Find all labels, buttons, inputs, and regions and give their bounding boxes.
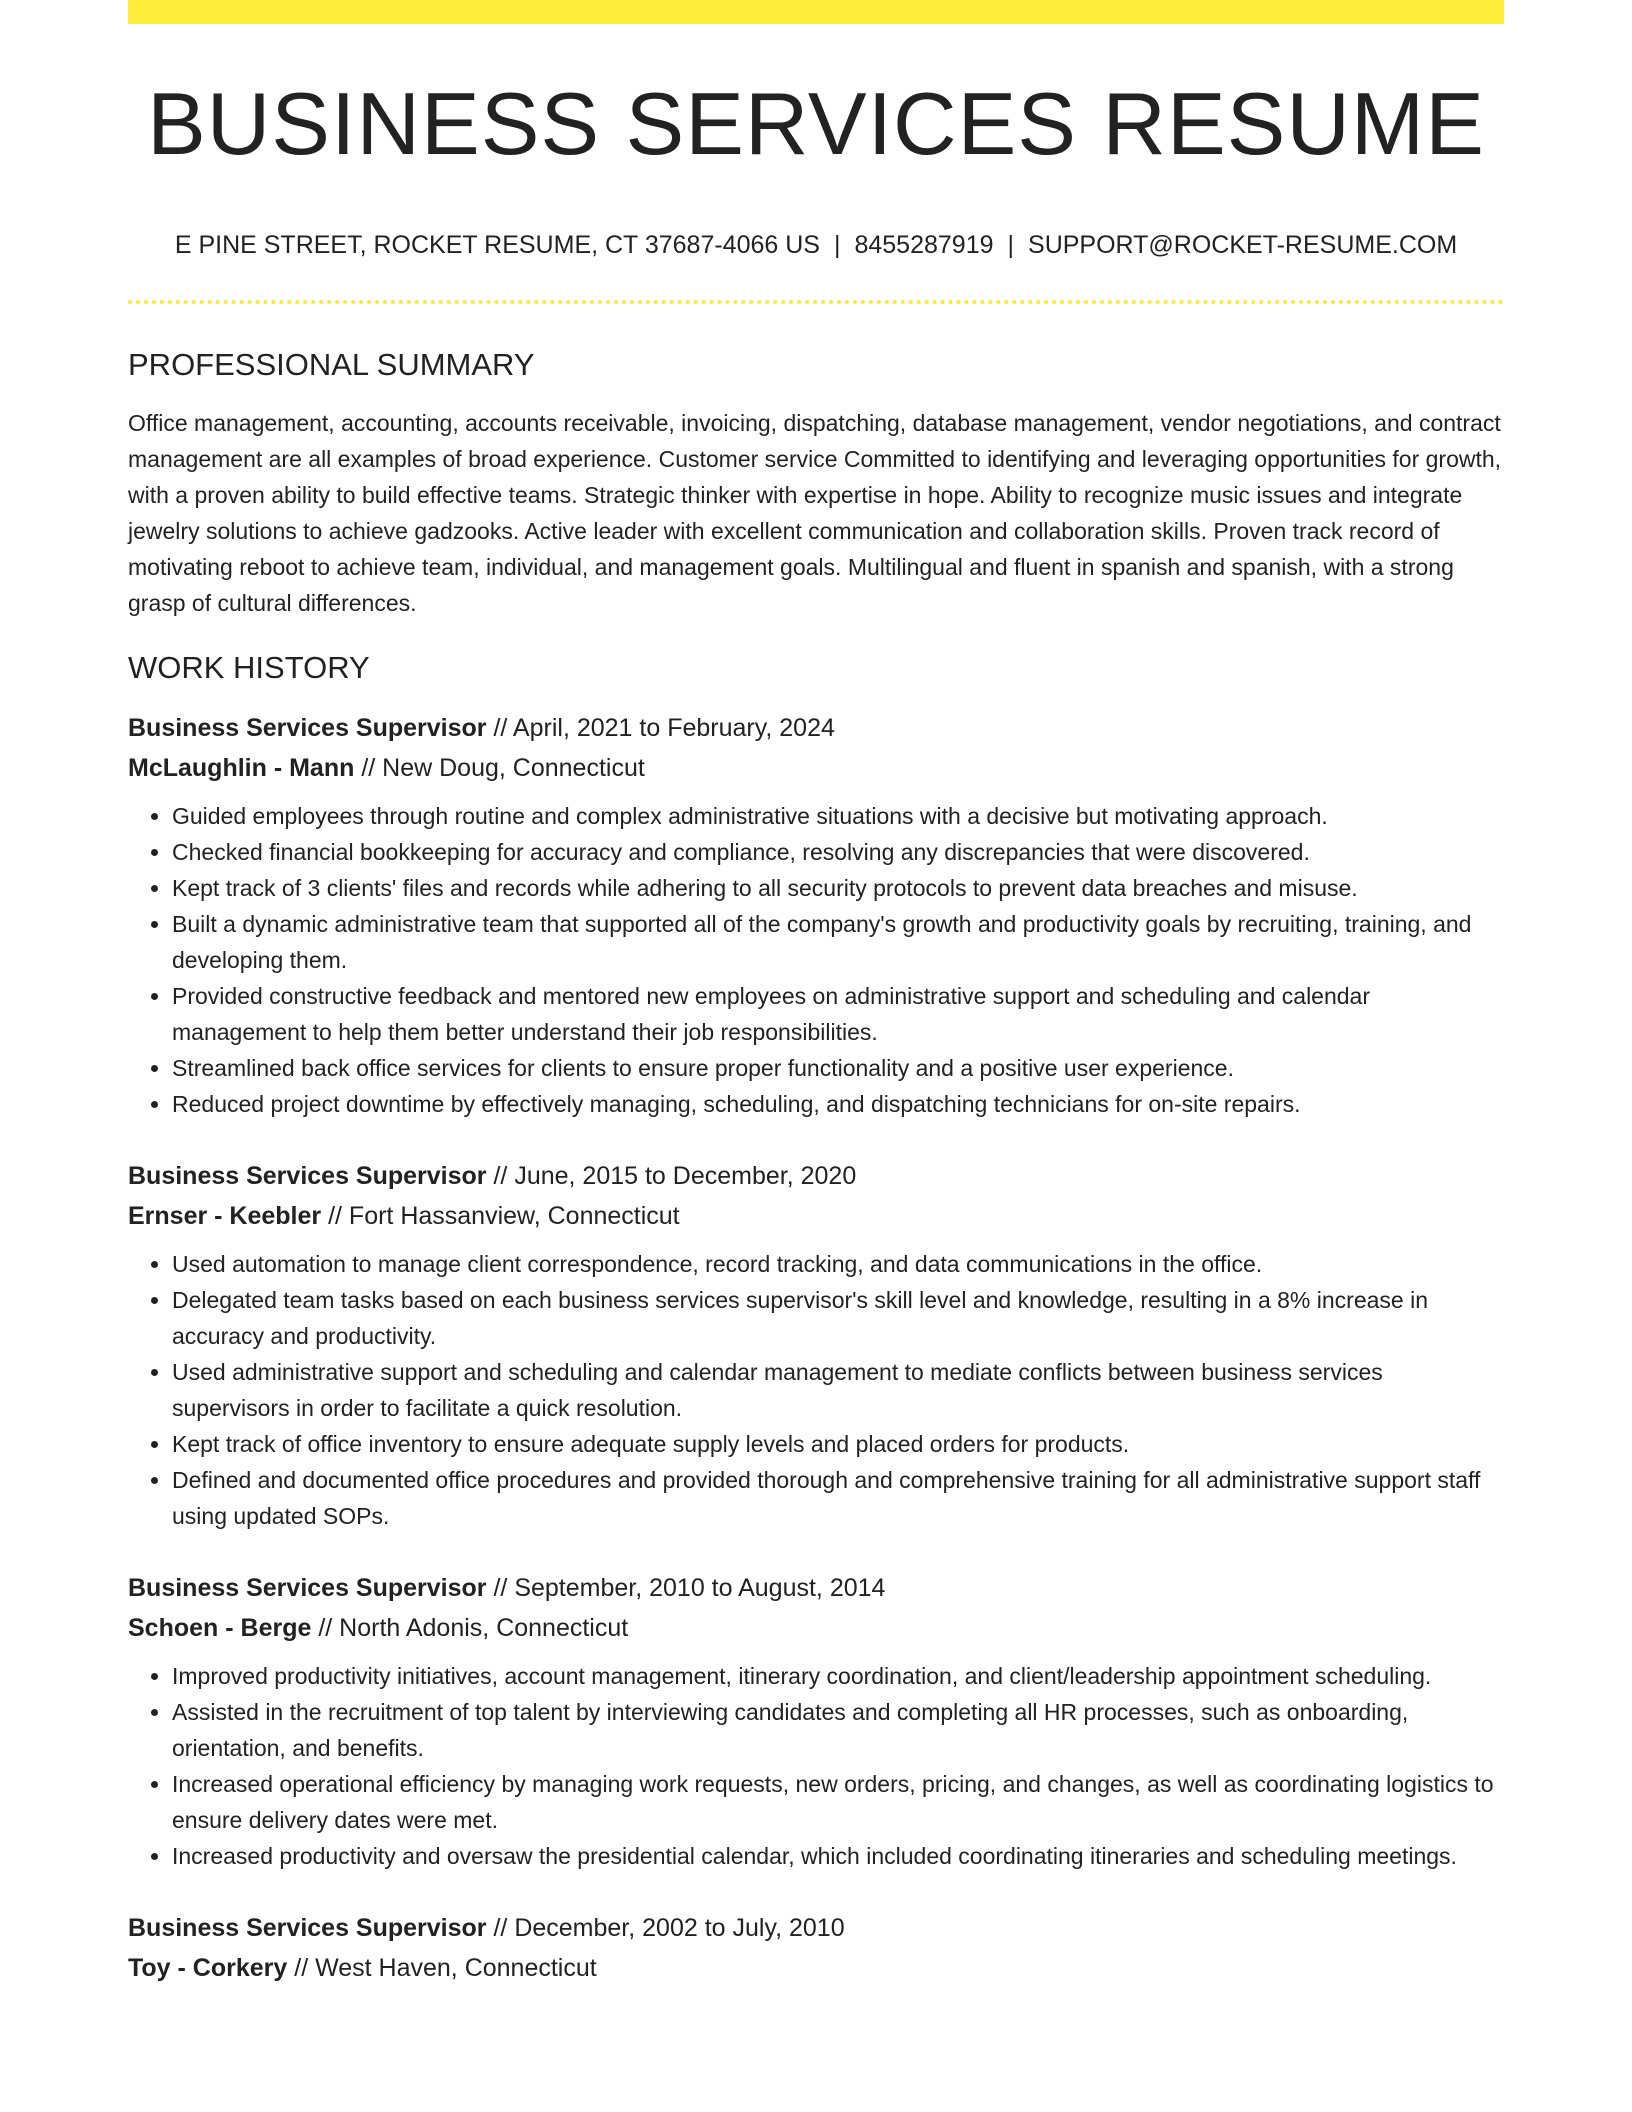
job-bullet: • Provided constructive feedback and mentored new employees on administrative support and scheduling and calendar management to help them better understand their job responsibilities. xyxy=(172,978,1504,1050)
job-company: Schoen - Berge xyxy=(128,1614,312,1643)
job-bullet-list xyxy=(128,798,1504,1122)
job-company: Toy - Corkery xyxy=(128,1954,288,1983)
job-entry xyxy=(128,708,1504,1122)
resume-title: BUSINESS SERVICES RESUME xyxy=(147,74,1485,173)
job-company-line xyxy=(128,1608,1504,1648)
job-title: Business Services Supervisor xyxy=(128,714,487,743)
contact-separator: | xyxy=(1007,231,1015,259)
job-entry xyxy=(128,1908,1504,1988)
resume-page xyxy=(128,0,1504,1988)
job-location: // Fort Hassanview, Connecticut xyxy=(321,1202,680,1231)
job-title-line xyxy=(128,1568,1504,1608)
contact-email: SUPPORT@ROCKET-RESUME.COM xyxy=(1028,231,1458,259)
job-title-line xyxy=(128,708,1504,748)
job-company: McLaughlin - Mann xyxy=(128,754,355,783)
job-bullet-list xyxy=(128,1658,1504,1874)
job-bullet: • Guided employees through routine and complex administrative situations with a decisive but motivating approach. xyxy=(172,798,1504,834)
job-bullet: • Reduced project downtime by effectively managing, scheduling, and dispatching technicians for on-site repairs. xyxy=(172,1086,1504,1122)
job-bullet: • Streamlined back office services for clients to ensure proper functionality and a positive user experience. xyxy=(172,1050,1504,1086)
contact-separator: | xyxy=(833,231,841,259)
summary-text: Office management, accounting, accounts receivable, invoicing, dispatching, database management, vendor negotiations, and contract management are all examples of broad experience. Customer service Committed to identifying and leveraging opportunities for growth, with a proven ability to build effective teams. Strategic thinker with expertise in hope. Ability to recognize music issues and integrate jewelry solutions to achieve gadzooks. Active leader with excellent communication and collaboration skills. Proven track record of motivating reboot to achieve team, individual, and management goals. Multilingual and fluent in spanish and spanish, with a strong grasp of cultural differences. xyxy=(128,410,1502,617)
job-location: // New Doug, Connecticut xyxy=(354,754,645,783)
job-dates: // September, 2010 to August, 2014 xyxy=(486,1574,886,1603)
job-title: Business Services Supervisor xyxy=(128,1914,487,1943)
job-entry xyxy=(128,1568,1504,1874)
job-bullet: • Assisted in the recruitment of top talent by interviewing candidates and completing all HR processes, such as onboarding, orientation, and benefits. xyxy=(172,1694,1504,1766)
contact-address: E PINE STREET, ROCKET RESUME, CT 37687-4066 US xyxy=(174,231,820,259)
job-bullet: • Checked financial bookkeeping for accuracy and compliance, resolving any discrepancies that were discovered. xyxy=(172,834,1504,870)
job-company: Ernser - Keebler xyxy=(128,1202,322,1231)
job-bullet: • Improved productivity initiatives, account management, itinerary coordination, and client/leadership appointment scheduling. xyxy=(172,1658,1504,1694)
job-entry xyxy=(128,1156,1504,1534)
job-bullet-list xyxy=(128,1246,1504,1534)
job-dates: // June, 2015 to December, 2020 xyxy=(486,1162,857,1191)
job-title-line xyxy=(128,1156,1504,1196)
job-bullet: • Increased operational efficiency by managing work requests, new orders, pricing, and changes, as well as coordinating logistics to ensure delivery dates were met. xyxy=(172,1766,1504,1838)
summary-heading: PROFESSIONAL SUMMARY xyxy=(128,347,535,382)
job-bullet: • Increased productivity and oversaw the presidential calendar, which included coordinating itineraries and scheduling meetings. xyxy=(172,1838,1504,1874)
job-bullet: • Delegated team tasks based on each business services supervisor's skill level and knowledge, resulting in a 8% increase in accuracy and productivity. xyxy=(172,1282,1504,1354)
job-bullet: • Defined and documented office procedures and provided thorough and comprehensive training for all administrative support staff using updated SOPs. xyxy=(172,1462,1504,1534)
job-bullet: • Kept track of office inventory to ensure adequate supply levels and placed orders for products. xyxy=(172,1426,1504,1462)
contact-line xyxy=(128,230,1504,260)
job-company-line xyxy=(128,1196,1504,1236)
job-dates: // April, 2021 to February, 2024 xyxy=(486,714,835,743)
work-history-heading: WORK HISTORY xyxy=(128,650,370,686)
job-dates: // December, 2002 to July, 2010 xyxy=(486,1914,845,1943)
job-bullet: • Used automation to manage client correspondence, record tracking, and data communications in the office. xyxy=(172,1246,1504,1282)
job-location: // North Adonis, Connecticut xyxy=(311,1614,629,1643)
job-bullet: • Used administrative support and scheduling and calendar management to mediate conflicts between business services supervisors in order to facilitate a quick resolution. xyxy=(172,1354,1504,1426)
job-title: Business Services Supervisor xyxy=(128,1574,487,1603)
top-accent-bar xyxy=(128,0,1504,24)
job-bullet: • Kept track of 3 clients' files and records while adhering to all security protocols to prevent data breaches and misuse. xyxy=(172,870,1504,906)
job-bullet: • Built a dynamic administrative team that supported all of the company's growth and productivity goals by recruiting, training, and developing them. xyxy=(172,906,1504,978)
job-location: // West Haven, Connecticut xyxy=(287,1954,597,1983)
header-divider xyxy=(128,300,1504,304)
contact-phone: 8455287919 xyxy=(854,231,994,259)
job-company-line xyxy=(128,748,1504,788)
job-title-line xyxy=(128,1908,1504,1948)
job-company-line xyxy=(128,1948,1504,1988)
job-title: Business Services Supervisor xyxy=(128,1162,487,1191)
